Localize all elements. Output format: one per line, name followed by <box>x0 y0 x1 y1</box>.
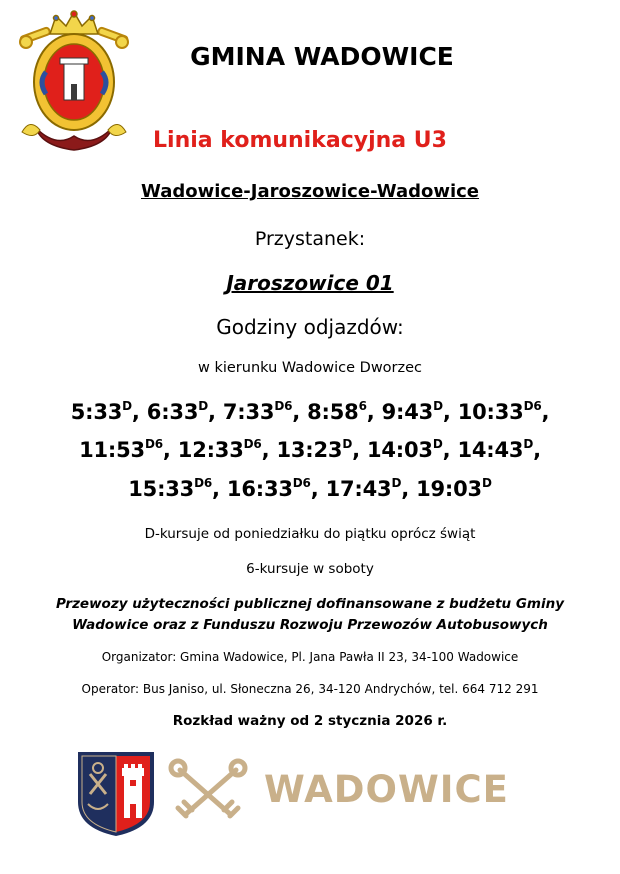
funding-line: Wadowice oraz z Funduszu Rozwoju Przewozów Autobusowych <box>72 617 548 633</box>
legend-weekdays: D-kursuje od poniedziałku do piątku oprócz świąt <box>144 526 476 542</box>
departure-time-value: 9:43 <box>381 400 434 424</box>
departure-time-mark: D <box>433 399 443 413</box>
departure-time-mark: D6 <box>292 476 311 490</box>
departure-time-value: 13:23 <box>276 438 343 462</box>
departure-time-value: 14:43 <box>457 438 524 462</box>
departure-time <box>457 438 533 462</box>
funding-line: Przewozy użyteczności publicznej dofinansowane z budżetu Gminy <box>55 596 565 612</box>
departure-time <box>79 438 163 462</box>
stop-label: Przystanek: <box>254 228 366 250</box>
departure-times-row: $15:33^{D6}$, $16:33^{D6}$, $17:43^D$, $19:03^D$ <box>128 476 492 501</box>
departure-time <box>178 438 262 462</box>
departure-time-mark: D <box>391 476 402 490</box>
route-text: Wadowice-Jaroszowice-Wadowice <box>140 181 480 202</box>
departure-time-value: 12:33 <box>177 438 244 462</box>
coat-of-arms-icon <box>16 10 132 160</box>
departure-time <box>307 400 367 424</box>
departure-time <box>223 400 292 424</box>
departure-time-value: 17:43 <box>325 477 392 501</box>
departure-time-mark: D6 <box>144 437 163 451</box>
departure-time-mark: D6 <box>523 399 542 413</box>
departure-hours-label: Godziny odjazdów: <box>216 315 404 339</box>
stop-name <box>0 271 620 295</box>
legend-saturdays: 6-kursuje w soboty <box>246 561 374 577</box>
departure-time-value: 10:33 <box>457 400 524 424</box>
departure-time-value: 19:03 <box>416 477 482 501</box>
departure-time-mark: D6 <box>274 399 293 413</box>
departure-time-value: 11:53 <box>79 438 145 462</box>
departure-time-mark: D <box>481 476 492 490</box>
departure-time <box>326 477 402 501</box>
departure-time-mark: D <box>122 399 132 413</box>
departure-times-row: $5:33^D$, $6:33^D$, $7:33^{D6}$, $8:58^6$, $9:43^D$, $10:33^{D6}$, <box>70 399 550 424</box>
departure-time-mark: D6 <box>243 437 262 451</box>
wadowice-shield-icon <box>76 750 156 838</box>
departure-time <box>416 477 492 501</box>
departure-time <box>458 400 542 424</box>
organizer-info: Organizator: Gmina Wadowice, Pl. Jana Pawła II 23, 34-100 Wadowice <box>101 650 519 664</box>
departure-time-mark: D <box>198 399 208 413</box>
departure-time-mark: 6 <box>358 399 367 413</box>
departure-time <box>276 438 352 462</box>
route-name <box>0 181 620 202</box>
departure-time-value: 7:33 <box>222 400 275 424</box>
departure-time <box>382 400 443 424</box>
departure-time-mark: D6 <box>194 476 213 490</box>
validity-date: Rozkład ważny od 2 stycznia 2026 r. <box>172 713 448 729</box>
direction-label: w kierunku Wadowice Dworzec <box>197 360 423 376</box>
departure-times-row: $11:53^{D6}$, $12:33^{D6}$, $13:23^D$, $14:03^D$, $14:43^D$, <box>79 437 541 462</box>
line-name: Linia komunikacyjna U3 <box>153 128 447 153</box>
departure-time <box>147 400 208 424</box>
departure-time-mark: D <box>432 437 443 451</box>
departure-time-value: 15:33 <box>128 477 195 501</box>
departure-time-value: 5:33 <box>70 400 123 424</box>
departure-time-value: 16:33 <box>226 477 293 501</box>
departure-time-value: 8:58 <box>307 400 359 424</box>
departure-time <box>227 477 311 501</box>
departure-time-value: 6:33 <box>146 400 199 424</box>
departure-time <box>367 438 443 462</box>
departure-time <box>128 477 212 501</box>
departure-time-value: 14:03 <box>366 438 433 462</box>
funding-note <box>40 594 580 636</box>
brand-wordmark: WADOWICE <box>264 768 509 811</box>
operator-info: Operator: Bus Janiso, ul. Słoneczna 26, 34-120 Andrychów, tel. 664 712 291 <box>81 682 539 696</box>
page-title: GMINA WADOWICE <box>190 42 454 71</box>
departure-time-mark: D <box>342 437 353 451</box>
stop-name-text: Jaroszowice 01 <box>226 271 394 295</box>
departure-time <box>71 400 132 424</box>
crossed-keys-icon <box>168 758 248 828</box>
departure-time-mark: D <box>523 437 534 451</box>
